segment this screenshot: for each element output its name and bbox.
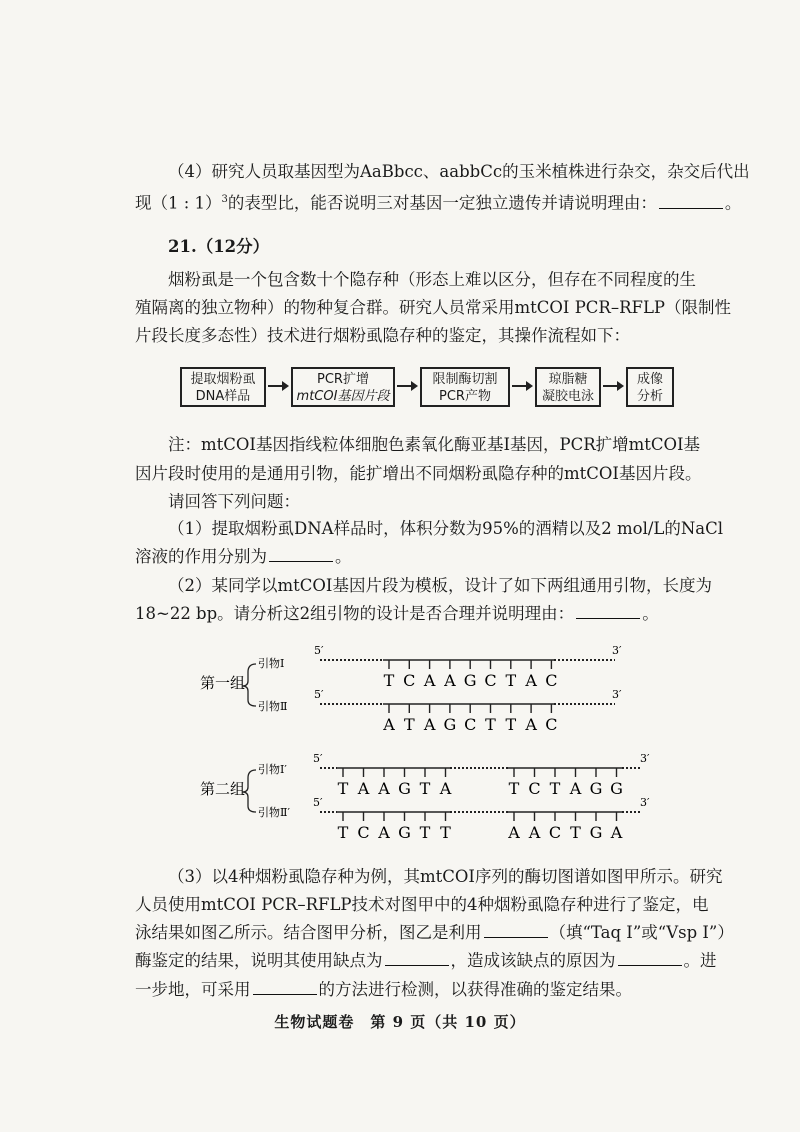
q21-heading: 21.（12分） (168, 237, 270, 256)
punct: 。 (642, 604, 659, 623)
base-letter: A (508, 823, 520, 840)
q21-intro-line3: 片段长度多态性）技术进行烟粉虱隐存种的鉴定，其操作流程如下： (135, 326, 630, 345)
base-letter: C (484, 671, 497, 690)
base-letter: C (548, 823, 562, 840)
flow-step-pcr (291, 367, 395, 407)
punct: 。进 (683, 951, 717, 970)
base-letter: A (569, 779, 582, 798)
group2-label: 第二组 (200, 780, 246, 798)
q21-p3-line4 (135, 950, 717, 972)
base-letter: G (463, 671, 477, 690)
page-footer: 生物试题卷 第 9 页（共 10 页） (274, 1013, 526, 1031)
q20-part4-exponent: 3 (221, 194, 228, 205)
arrow-icon (603, 380, 625, 392)
q20-part4-question: 的表型比，能否说明三对基因一定独立遗传并请说明理由： (227, 193, 657, 213)
flow-step-extract-dna (180, 367, 266, 407)
flow-step-line: 限制酶切割 (432, 372, 498, 387)
punct: 。 (335, 547, 352, 566)
answer-blank[interactable] (576, 603, 640, 619)
flow-step-line: mtCOI基因片段 (296, 389, 390, 404)
base-letter: A (525, 715, 537, 734)
procedure-flowchart (180, 367, 663, 415)
q21-p3-line2: 人员使用mtCOI PCR–RFLP技术对图甲中的4种烟粉虱隐存种进行了鉴定，电 (135, 895, 709, 914)
base-letter: T (419, 823, 431, 840)
flow-step-line: PCR产物 (439, 389, 491, 404)
flow-step-line: 琼脂糖 (548, 372, 588, 387)
q21-p2-line2 (135, 603, 659, 625)
five-prime-label: 5′ (314, 644, 324, 657)
base-letter: C (545, 715, 558, 734)
q21-p3-question: 泳结果如图乙所示。结合图甲分析，图乙是利用 (135, 923, 482, 942)
base-letter: G (398, 779, 411, 798)
answer-blank[interactable] (253, 979, 317, 995)
base-letter: T (508, 779, 520, 798)
base-letter: A (444, 671, 456, 690)
answer-blank[interactable] (618, 950, 682, 966)
base-letter: C (357, 823, 370, 840)
three-prime-label: 3′ (612, 688, 622, 701)
base-letter: G (589, 823, 603, 840)
base-letter: A (423, 671, 436, 690)
base-letter: A (528, 823, 541, 840)
flow-step-digest (420, 367, 510, 407)
punct: 。 (724, 193, 742, 213)
base-letter: T (419, 779, 431, 798)
primer-diagram (0, 640, 800, 840)
q21-prompt: 请回答下列问题： (168, 492, 300, 511)
base-letter: A (383, 715, 395, 734)
template-strands (313, 644, 650, 840)
q21-p3-line5 (135, 979, 632, 1001)
base-letter: G (398, 823, 411, 840)
base-letter: T (549, 779, 561, 798)
base-letter: T (337, 823, 349, 840)
arrow-icon (512, 380, 534, 392)
five-prime-label: 5′ (314, 688, 324, 701)
q20-part4-ratio: 现（1 : 1） (135, 193, 222, 213)
primer1-prime-label: 引物Ⅰ′ (258, 763, 287, 776)
base-letter: G (610, 779, 623, 798)
base-letter: C (464, 715, 477, 734)
q21-intro-line2: 殖隔离的独立物种）的物种复合群。研究人员常采用mtCOI PCR–RFLP（限制性 (135, 298, 732, 317)
base-letter: T (570, 823, 581, 840)
base-letter: T (440, 823, 451, 840)
q21-intro-line1: 烟粉虱是一个包含数十个隐存种（形态上难以区分，但存在不同程度的生 (168, 270, 696, 289)
base-letter: T (505, 671, 517, 690)
flow-step-line: DNA样品 (195, 389, 251, 404)
flow-step-line: 提取烟粉虱 (190, 372, 256, 387)
answer-blank[interactable] (385, 950, 449, 966)
q21-p3-line1: （3）以4种烟粉虱隐存种为例，其mtCOI序列的酶切图谱如图甲所示。研究 (168, 867, 723, 886)
q21-p1-question: 溶液的作用分别为 (135, 547, 267, 566)
q21-p2-question: 18~22 bp。请分析这2组引物的设计是否合理并说明理由： (135, 604, 575, 623)
base-letter: G (443, 715, 457, 734)
base-letter: C (528, 779, 541, 798)
five-prime-label: 5′ (313, 752, 323, 765)
base-letter: T (383, 671, 395, 690)
base-letter: A (378, 823, 390, 840)
base-letter: T (403, 715, 415, 734)
primer2-label: 引物Ⅱ (258, 700, 288, 713)
five-prime-label: 5′ (313, 796, 323, 809)
q21-p1-line2 (135, 546, 352, 568)
answer-blank[interactable] (269, 546, 333, 562)
base-letter: A (423, 715, 436, 734)
base-letter: A (439, 779, 452, 798)
group1-label: 第一组 (200, 674, 246, 692)
three-prime-label: 3′ (612, 644, 622, 657)
q21-p3-question: 的方法进行检测，以获得准确的鉴定结果。 (318, 980, 632, 999)
primer2-prime-label: 引物Ⅱ′ (258, 806, 290, 819)
answer-blank[interactable] (484, 922, 548, 938)
flow-step-electrophoresis (535, 367, 601, 407)
q20-part4-line1: （4）研究人员取基因型为AaBbcc、aabbCc的玉米植株进行杂交，杂交后代出 (168, 162, 750, 181)
base-letter: A (610, 823, 623, 840)
arrow-icon (268, 380, 290, 392)
base-letter: G (589, 779, 603, 798)
q21-p1-line1: （1）提取烟粉虱DNA样品时，体积分数为95%的酒精以及2 mol/L的NaCl (168, 519, 724, 538)
primer1-label: 引物Ⅰ (258, 657, 285, 670)
base-letter: T (505, 715, 517, 734)
q20-part4-line2 (135, 189, 741, 215)
base-letter: A (357, 779, 370, 798)
q21-note-line1: 注：mtCOI基因指线粒体细胞色素氧化酶亚基Ⅰ基因，PCR扩增mtCOI基 (168, 435, 701, 454)
base-letter: C (403, 671, 416, 690)
base-letter: A (525, 671, 537, 690)
flow-step-line: 凝胶电泳 (541, 389, 594, 404)
q21-p3-question: 一步地，可采用 (135, 980, 251, 999)
flow-step-line: 分析 (636, 389, 663, 404)
q21-note-line2: 因片段时使用的是通用引物，能扩增出不同烟粉虱隐存种的mtCOI基因片段。 (135, 464, 702, 483)
base-letter: C (545, 671, 558, 690)
base-letter: T (485, 715, 496, 734)
q21-p3-line3 (135, 922, 734, 944)
q21-p3-question: 酶鉴定的结果，说明其使用缺点为 (135, 951, 383, 970)
base-letter: T (337, 779, 349, 798)
three-prime-label: 3′ (640, 796, 650, 809)
q21-p3-options: （填“Taq Ⅰ”或“Vsp Ⅰ”） (549, 923, 734, 942)
flow-step-imaging (626, 367, 674, 407)
three-prime-label: 3′ (640, 752, 650, 765)
flow-step-line: PCR扩增 (317, 372, 369, 387)
answer-blank[interactable] (659, 193, 723, 209)
q21-p2-line1: （2）某同学以mtCOI基因片段为模板，设计了如下两组通用引物，长度为 (168, 576, 712, 595)
q21-p3-question: ，造成该缺点的原因为 (450, 951, 616, 970)
flow-step-line: 成像 (636, 372, 663, 387)
base-letter: A (378, 779, 390, 798)
arrow-icon (397, 380, 419, 392)
